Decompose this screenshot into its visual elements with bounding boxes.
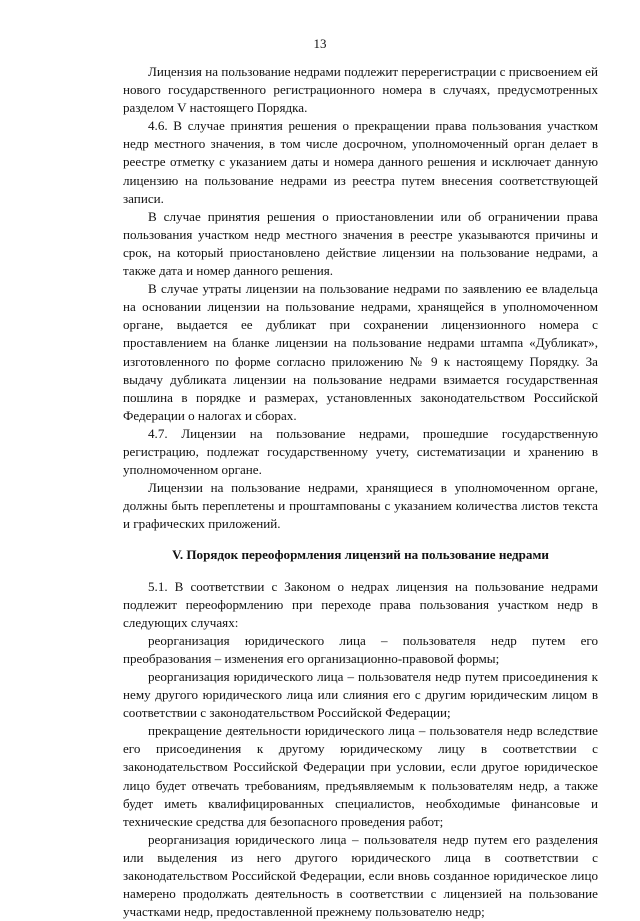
list-item-division: реорганизация юридического лица – пользователя недр путем его разделения или выделения из него другого юридического лица в соответствии с законодательством Российской Федерации, если вновь созданное юридическое лицо намерено продолжать деятельность в соответствии с лицензией на пользование участками недр, предоставленной прежнему пользователю недр; xyxy=(123,831,598,920)
list-item-termination: прекращение деятельности юридического лица – пользователя недр вследствие его присоединения к другому юридическому лицу в соответствии с законодательством Российской Федерации при условии, если другое юридическое лицо будет отвечать требованиям, предъявляемым к пользователям недр, а также будет иметь квалифицированных специалистов, необходимые финансовые и технические средства для безопасного проведения работ; xyxy=(123,723,598,829)
paragraph-reregistration: Лицензия на пользование недрами подлежит перерегистрации с присвоением ей нового государственного регистрационного номера в случаях, предусмотренных разделом V настоящего Порядка. xyxy=(123,64,598,116)
paragraph-storage: Лицензии на пользование недрами, хранящиеся в уполномоченном органе, должны быть переплетены и проштампованы с указанием количества листов текста и графических приложений. xyxy=(123,480,598,532)
paragraph-duplicate: В случае утраты лицензии на пользование недрами по заявлению ее владельца на основании лицензии на пользование недрами, хранящейся в уполномоченном органе, выдается ее дубликат при сохранении лицензионного номера с проставлением на бланке лицензии на пользование недрами штампа «Дубликат», изготовленного по форме согласно приложению № 9 к настоящему Порядку. За выдачу дубликата лицензии на пользование недрами взимается государственная пошлина в порядке и размерах, установленных законодательством Российской Федерации о налогах и сборах. xyxy=(123,281,598,423)
list-item-merger: реорганизация юридического лица – пользователя недр путем присоединения к нему другого юридического лица или слияния его с другим юридическим лицом в соответствии с законодательством Российской Федерации; xyxy=(123,669,598,721)
paragraph-4-7: 4.7. Лицензии на пользование недрами, прошедшие государственную регистрацию, подлежат государственному учету, систематизации и хранению в уполномоченном органе. xyxy=(123,425,598,478)
page-number: 13 xyxy=(313,36,327,51)
paragraph-suspension: В случае принятия решения о приостановлении или об ограничении права пользования участком недр местного значения в реестре указываются причины и срок, на который приостановлено действие лицензии на пользование недрами, а также дата и номер данного решения. xyxy=(123,208,598,279)
paragraph-5-1: 5.1. В соответствии с Законом о недрах лицензия на пользование недрами подлежит переоформлению при переходе права пользования участком недр в следующих случаях: xyxy=(123,578,598,630)
document-body xyxy=(123,63,598,921)
list-item-transformation: реорганизация юридического лица – пользователя недр путем его преобразования – изменения его организационно-правовой формы; xyxy=(123,632,598,666)
section-heading: V. Порядок переоформления лицензий на пользование недрами xyxy=(172,547,549,563)
paragraph-4-6: 4.6. В случае принятия решения о прекращении права пользования участком недр местного значения, в том числе досрочном, уполномоченный орган делает в реестре отметку с указанием даты и номера данного решения и исключает данную лицензию на пользование недрами из реестра путем внесения соответствующей записи. xyxy=(123,118,598,206)
